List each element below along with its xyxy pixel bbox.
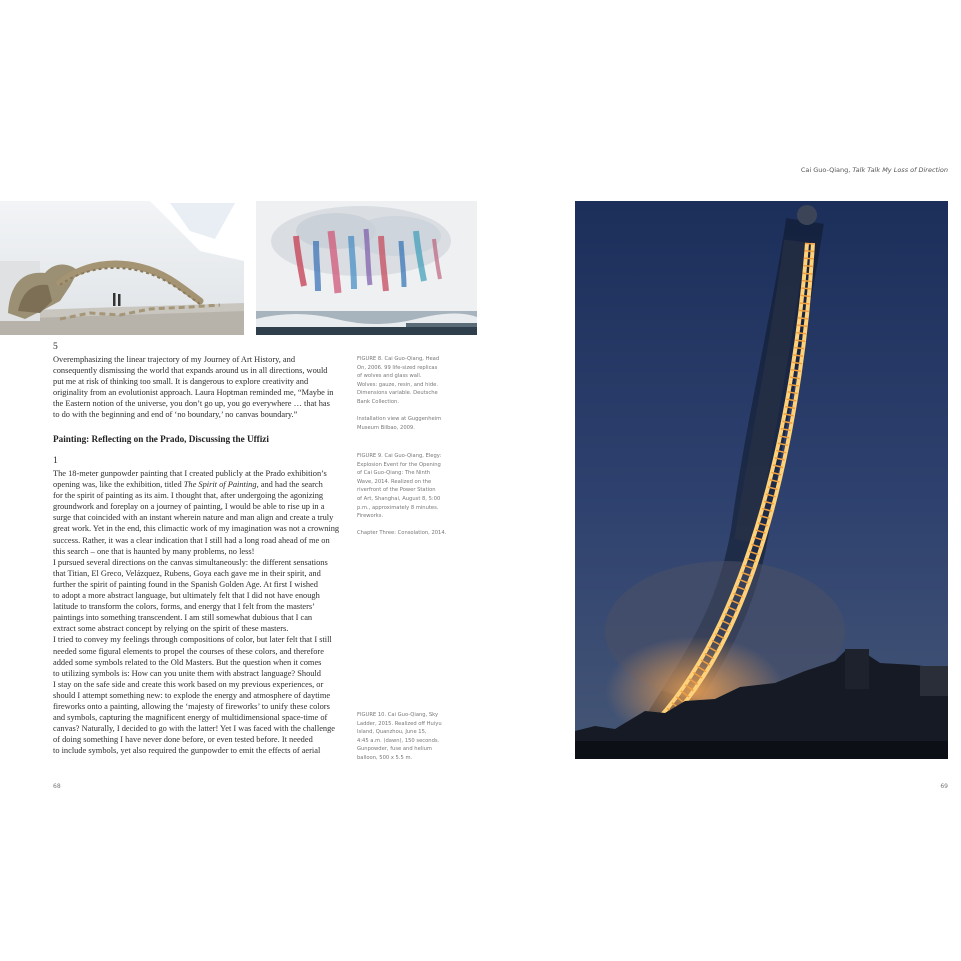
text-line: great work. Yet in the end, this climactic work of my imagination was not a crowning [53,524,340,534]
left-page-number: 68 [53,783,61,790]
text-line: to include symbols, yet also required the gunpowder to emit the effects of aerial [53,746,321,756]
text-line: needed some figural elements to propel the courses of these colors, and therefore [53,646,324,656]
section-1-text [53,468,353,756]
text-line: that Titian, El Greco, Velázquez, Rubens, Goya each gave me in their spirit, and [53,568,321,578]
text-line: to utilizing symbols is: How can you unite them with abstract language? Should [53,668,321,678]
text-line: originality from an evolutionist approach. Laura Hoptman reminded me, “Maybe in [53,388,334,398]
section-heading: Painting: Reflecting on the Prado, Discussing the Uffizi [53,434,269,444]
section-1-number: 1 [53,456,58,466]
caption-line: balloon, 500 x 5.5 m. [357,754,413,761]
right-page-number: 69 [940,783,948,790]
caption-line: Museum Bilbao, 2009. [357,424,415,431]
caption-spacer [357,521,457,530]
caption-line: Gunpowder, fuse and helium [357,746,432,753]
caption-line: FIGURE 8. Cai Guo-Qiang, Head [357,356,440,362]
text-line: Overemphasizing the linear trajectory of my Journey of Art History, and [53,355,296,364]
caption-line: Wave, 2014. Realized on the [357,478,432,485]
caption-line: Explosion Event for the Opening [357,461,441,468]
caption-line: FIGURE 10. Cai Guo-Qiang, Sky [357,712,439,718]
caption-line: of wolves and glass wall. [357,373,422,380]
text-line: opening was, like the exhibition, titled The Spirit of Painting, and had the search [53,480,323,490]
text-line: consequently dismissing the world that expands around us in all directions, would [53,366,328,376]
caption-line: Ladder, 2015. Realized off Huiyu [357,720,442,727]
section-5-number: 5 [53,342,58,352]
text-line: latitude to transform the colors, forms, and energy that I felt from the masters’ [53,602,315,612]
text-line: paintings into something transcendent. I am still somewhat dubious that I can [53,613,313,623]
caption-line: of Cai Guo-Qiang: The Ninth [357,470,431,477]
figure-8-caption [357,355,457,432]
caption-line: Installation view at Guggenheim [357,416,442,423]
text-line: further the spirit of painting found in the Spanish Golden Age. At first I wished [53,579,318,589]
running-head-title: Talk Talk My Loss of Direction [852,166,948,174]
caption-line: Dimensions variable. Deutsche [357,390,438,397]
caption-line: riverfront of the Power Station [357,487,436,494]
caption-line: FIGURE 9. Cai Guo-Qiang, Elegy: [357,453,442,459]
caption-line: Fireworks. [357,513,384,520]
text-line: this search – one that is haunted by many problems, no less! [53,546,255,556]
caption-spacer [357,407,457,416]
text-line: I pursued several directions on the canvas simultaneously: the different sensations [53,557,328,567]
gallery-photo [0,201,244,335]
caption-line: of Art, Shanghai, August 8, 5:00 [357,495,441,502]
figure-10-caption [357,711,457,763]
text-line: to do with the beginning and end of ‘no boundary,’ no canvas boundary.” [53,410,298,420]
text-line: added some symbols related to the Old Masters. But the question when it comes [53,657,322,667]
caption-line: 4:45 a.m. (dawn), 150 seconds. [357,737,440,744]
text-line: success. Rather, it was a clear indication that I still had a long road ahead of me on [53,535,330,545]
text-line: The 18-meter gunpowder painting that I created publicly at the Prado exhibition’s [53,469,327,478]
text-line: for the spirit of painting as its aim. I thought that, after undergoing the agonizing [53,491,324,501]
caption-line: Chapter Three: Consolation, 2014. [357,530,447,537]
caption-line: On, 2006. 99 life-sized replicas [357,364,438,371]
text-line: and symbols, capturing the magnificent energy of multidimensional space-time of [53,713,328,723]
text-line: fireworks onto a painting, allowing the ‘majesty of fireworks’ to unify these colors [53,701,330,711]
text-line: I stay on the safe side and create this work based on my previous experiences, or [53,679,324,689]
running-head [760,166,948,174]
text-line: of doing something I have never done before, or even tested before. It needed [53,735,313,745]
text-line: extract some abstract concept by relying on the spirit of these masters. [53,624,289,634]
figure-9-caption [357,452,457,538]
text-line: surge that coincided with an instant wherein nature and man align and create a truly [53,513,334,523]
caption-line: p.m., approximately 8 minutes. [357,504,439,511]
text-line: to adopt a more abstract language, but ultimately felt that I did not have enough [53,591,320,601]
text-line: I tried to convey my feelings through compositions of color, but later felt that I still [53,635,332,645]
section-5-text [53,354,353,421]
text-line: put me at risk of thinking too small. It is dangerous to explore creativity and [53,377,309,387]
running-head-author: Cai Guo-Qiang, [800,166,853,174]
caption-line: Bank Collection. [357,398,399,405]
sky-ladder-photo [575,201,948,759]
text-line: should I attempt something new: to explode the energy and atmosphere of daytime [53,690,331,700]
caption-line: Wolves: gauze, resin, and hide. [357,381,438,388]
text-line: canvas? Naturally, I decided to go with the latter! Yet I was faced with the challenge [53,724,336,734]
text-line: the Eastern notion of the universe, you don’t go up, you go everywhere … that has [53,399,330,409]
caption-line: Island, Quanzhou, June 15, [357,729,427,736]
text-line: groundwork and foreplay on a journey of painting, I would be able to rise up in a [53,502,325,512]
explosion-photo [256,201,477,335]
